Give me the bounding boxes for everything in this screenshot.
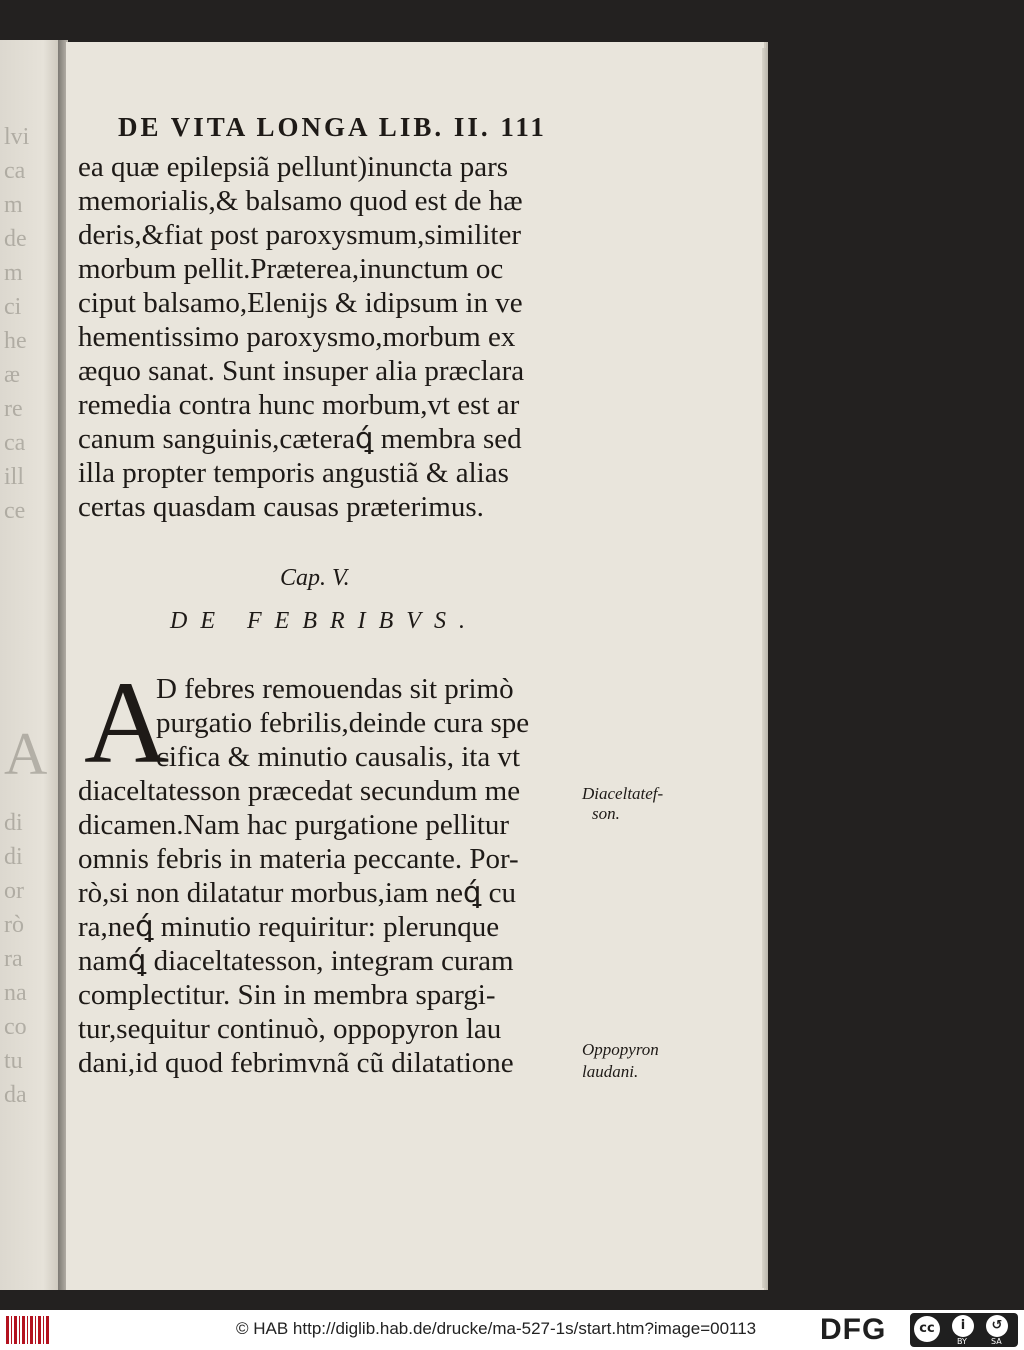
license-by-label: BY [957,1337,967,1346]
margin-note-line: Oppopyron [582,1040,659,1059]
drop-cap: A [84,657,170,788]
text-line: diaceltatesson præcedat secundum me [78,775,521,807]
text-line: omnis febris in materia peccante. Por- [78,843,519,875]
text-line: namꝗ́ diaceltatesson, integram curam [78,945,514,977]
text-line: complectitur. Sin in membra spargi- [78,979,496,1011]
page-edge [762,48,768,1288]
text-line: hementissimo paroxysmo,morbum ex [78,321,516,353]
text-line: tur,sequitur continuò, oppopyron lau [78,1013,502,1045]
copyright-link[interactable]: © HAB http://diglib.hab.de/drucke/ma-527-1s/start.htm?image=00113 [236,1319,757,1338]
text-line: certas quasdam causas præterimus. [78,491,484,523]
text-line: morbum pellit.Præterea,inunctum oc [78,253,504,285]
chapter-label: Cap. V. [280,565,350,591]
attribution-icon: i [952,1315,974,1337]
margin-note-line: laudani. [582,1062,639,1081]
barcode-icon [6,1316,50,1344]
text-line: ea quæ epilepsiã pellunt)inuncta pars [78,151,509,183]
text-line: remedia contra hunc morbum,vt est ar [78,389,520,421]
margin-note-line: son. [592,804,620,823]
text-line: æquo sanat. Sunt insuper alia præclara [78,355,525,387]
text-line: canum sanguinis,cæteraꝗ́ membra sed [78,423,522,455]
text-line: D febres remouendas sit primò [156,673,514,705]
cc-license-badge[interactable] [910,1313,1018,1347]
margin-note-line: Diaceltatef- [582,784,664,803]
text-line: ra,neꝗ́ minutio requiritur: plerunque [78,911,500,943]
footer-bar [0,1310,1024,1350]
text-line: deris,&fiat post paroxysmum,similiter [78,219,522,251]
license-sa-label: SA [991,1337,1002,1346]
text-line: dani,id quod febrimvnã cũ dilatatione [78,1047,514,1079]
cc-icon: cc [914,1316,940,1342]
text-line: memorialis,& balsamo quod est de hæ [78,185,523,217]
dfg-logo: DFG [820,1313,887,1346]
text-line: dicamen.Nam hac purgatione pellitur [78,809,510,841]
text-line: cifica & minutio causalis, ita vt [156,741,521,773]
running-head: DE VITA LONGA LIB. II. 111 [118,112,547,142]
section-title: DE FEBRIBVS. [170,608,478,634]
text-line: illa propter temporis angustiã & alias [78,457,509,489]
previous-page-edge: lvi ca m de m ci he æ re ca ill ce A di di or rò ra na co tu da [0,40,62,1290]
text-line: ciput balsamo,Elenijs & idipsum in ve [78,287,523,319]
text-line: purgatio febrilis,deinde cura spe [156,707,530,739]
share-alike-icon: ↺ [986,1315,1008,1337]
text-line: rò,si non dilatatur morbus,iam neꝗ́ cu [78,877,517,909]
